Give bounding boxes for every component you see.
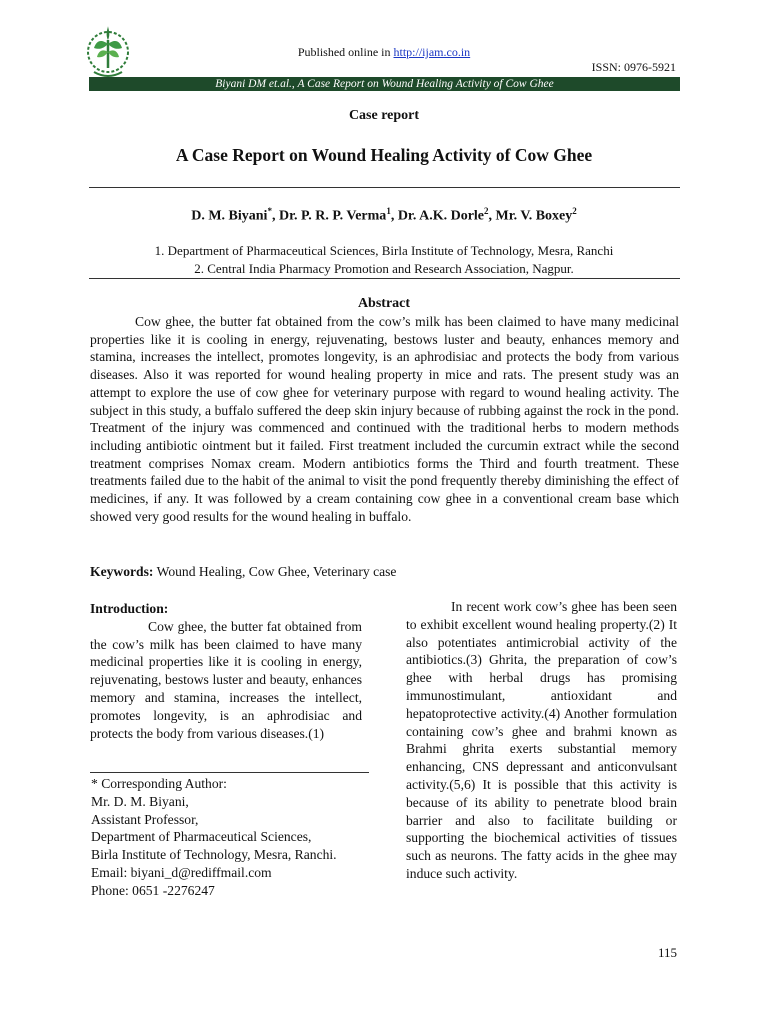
title-divider [89,187,680,188]
corresponding-line: Department of Pharmaceutical Sciences, [91,829,312,845]
keywords [90,564,396,580]
affiliation-divider [89,278,680,279]
left-column [90,600,362,742]
corresponding-email: Email: biyani_d@rediffmail.com [91,864,272,880]
author-name: D. M. Biyani [191,208,268,224]
author-list [0,206,768,225]
keywords-label: Keywords: [90,564,154,579]
author-mark: 2 [484,206,489,216]
author-separator: , [488,208,496,224]
author-name: Dr. P. R. P. Verma [278,208,387,224]
abstract-heading: Abstract [357,296,411,311]
author-mark: 1 [386,206,391,216]
footnote-divider [90,772,369,773]
corresponding-phone: Phone: 0651 -2276247 [91,882,215,898]
corresponding-line: Birla Institute of Technology, Mesra, Ranchi. [91,847,337,863]
introduction-heading: Introduction: [90,601,169,616]
published-prefix: Published online in [297,45,394,59]
affiliation-1: 1. Department of Pharmaceutical Sciences, Birla Institute of Technology, Mesra, Ranchi [154,243,614,258]
corresponding-line: Mr. D. M. Biyani, [91,793,189,809]
abstract-text: Cow ghee, the butter fat obtained from the cow’s milk has been claimed to have many medicinal properties like it is cooling in energy, rejuvenating, bestows luster and beauty, enhances memory and stamina, increases the intellect, promotes longevity, is an aphrodisiac and protects the body from various diseases. Also it was reported for wound healing property in mice and rats. The present study was an attempt to explore the use of cow ghee for veterinary purpose with regard to wound healing activity. The subject in this study, a buffalo suffered the deep skin injury because of rubbing against the rock in the pond. Treatment of the injury was commenced and continued with the traditional herbs to modern methods including antibiotic ointment but it failed. First treatment included the curcumin extract while the second treatment comprises Nomax cream. Modern antibiotics forms the Third and fourth treatment. These treatments failed due to the habit of the animal to visit the pond frequently thereby diminishing the effect of medicines, if any. It was followed by a cream containing cow ghee in a conventional cream base which showed very good results for the wound healing in buffalo. [90,314,679,524]
corresponding-line: * Corresponding Author: [91,776,227,791]
right-column-text: In recent work cow’s ghee has been seen to exhibit excellent wound healing property.(2) It also potentiates antimicrobial activity of the antibiotics.(3) Ghrita, the preparation of cow’s ghee with herbal drugs has promising immunostimulant, antioxidant and hepatoprotective activity.(4) Another formulation containing cow’s ghee and brahmi known as Brahmi ghrita exerts substantial memory enhancing, CNS depressant and anticonvulsant activity.(5,6) It is possible that this activity is because of its ability to penetrate blood brain barrier and also to facilitate building or supporting the biochemical activities of tissues such as neurons. The fatty acids in the ghee may induce such activity. [406,599,677,881]
introduction-text: Cow ghee, the butter fat obtained from the cow’s milk has been claimed to have many medicinal properties like it is cooling in energy, rejuvenating, bestows luster and beauty, enhances memory and stamina, increases the intellect, promotes longevity, is an aphrodisiac and protects the body from various diseases.(1) [90,618,362,741]
journal-link[interactable]: http://ijam.co.in [393,45,471,59]
article-type: Case report [348,108,420,123]
article-title: A Case Report on Wound Healing Activity of Cow Ghee [175,145,593,165]
keywords-text: Wound Healing, Cow Ghee, Veterinary case [153,564,397,579]
author-name: Mr. V. Boxey [495,208,573,224]
corresponding-line: Assistant Professor, [91,811,199,827]
corresponding-author [91,775,337,900]
issn: ISSN: 0976-5921 [591,60,676,74]
published-online-line [0,45,768,60]
author-mark: * [267,206,272,216]
page-number: 115 [657,945,677,960]
author-separator: , [390,208,398,224]
author-name: Dr. A.K. Dorle [397,208,485,224]
author-separator: , [271,208,279,224]
running-title-bar: Biyani DM et.al., A Case Report on Wound Healing Activity of Cow Ghee [89,77,680,91]
author-mark: 2 [572,206,577,216]
affiliation-2: 2. Central India Pharmacy Promotion and Research Association, Nagpur. [194,261,574,276]
